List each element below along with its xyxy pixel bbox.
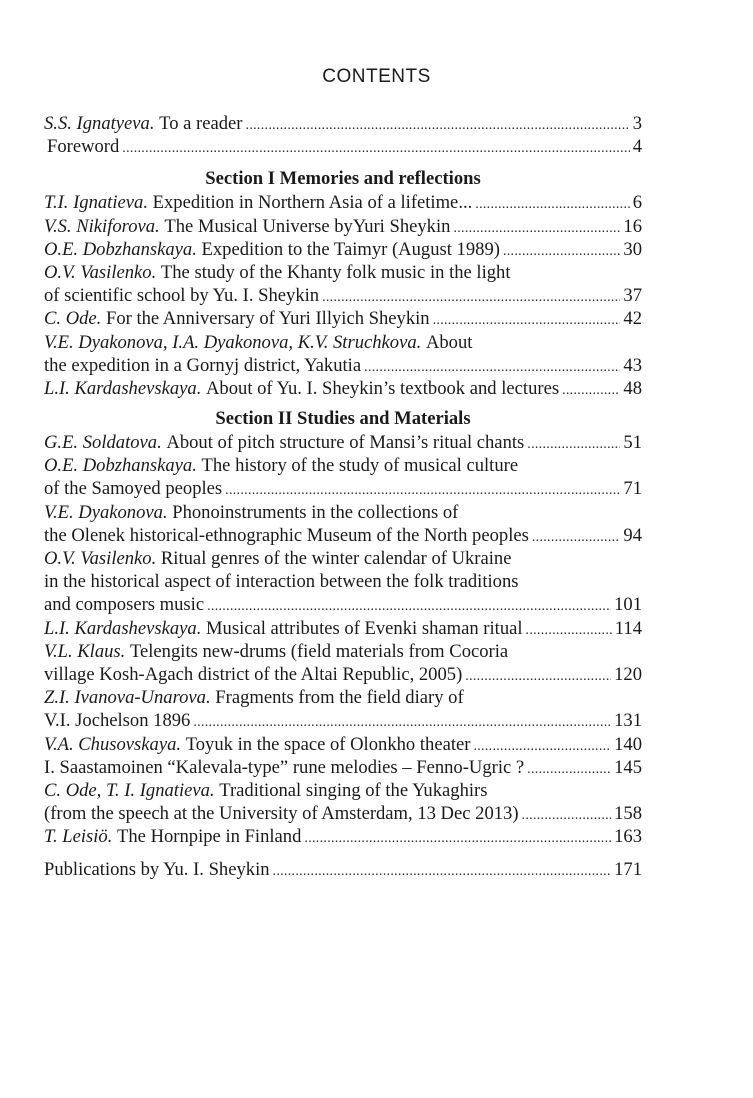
- entry-author: O.E. Dobzhanskaya.: [44, 455, 197, 477]
- toc-entry-line[interactable]: [44, 524, 642, 547]
- entry-title: About of pitch structure of Mansi’s ritual chants: [166, 432, 525, 454]
- entry-author: O.V. Vasilenko.: [44, 548, 157, 569]
- toc-entry-line[interactable]: [44, 307, 642, 330]
- entry-page-number: 4: [632, 136, 642, 158]
- entry-page-number: 51: [623, 432, 642, 454]
- entry-author: O.V. Vasilenko.: [44, 261, 157, 283]
- entry-page-number: 48: [623, 377, 642, 399]
- entry-title: To a reader: [159, 113, 243, 134]
- entry-title: For the Anniversary of Yuri Illyich Sheykin: [105, 308, 430, 330]
- toc-entry-line[interactable]: [44, 663, 642, 686]
- toc-entry-line[interactable]: [44, 709, 642, 732]
- entry-author: Z.I. Ivanova-Unarova.: [44, 687, 211, 709]
- entry-title: (from the speech at the University of Amsterdam, 13 Dec 2013): [44, 803, 519, 825]
- entry-title: Phonoinstruments in the collections of: [172, 501, 459, 523]
- toc-entry-line[interactable]: [44, 779, 642, 802]
- dot-leader: [304, 825, 611, 850]
- toc-entry-line[interactable]: [44, 331, 642, 354]
- toc-entry-line[interactable]: [44, 477, 642, 500]
- entry-page-number: 101: [614, 594, 642, 616]
- entry-title: of scientific school by Yu. I. Sheykin: [44, 285, 320, 307]
- toc-entry-line[interactable]: [44, 261, 642, 284]
- entry-title: I. Saastamoinen “Kalevala-type” rune melodies – Fenno-Ugric ?: [44, 756, 525, 778]
- toc-entry-line[interactable]: [44, 756, 642, 779]
- dot-leader: [532, 524, 621, 549]
- entry-author: G.E. Soldatova.: [44, 432, 162, 454]
- dot-leader: [526, 617, 612, 642]
- entry-title: Publications by Yu. I. Sheykin: [44, 859, 270, 881]
- entry-title: Toyuk in the space of Olonkho theater: [185, 733, 471, 755]
- entry-title: Expedition to the Taimyr (August 1989): [201, 238, 500, 260]
- entry-page-number: 145: [614, 756, 642, 778]
- dot-leader: [465, 663, 611, 688]
- entry-page-number: 30: [623, 238, 642, 260]
- entry-title: V.I. Jochelson 1896: [44, 710, 191, 732]
- dot-leader: [122, 135, 629, 160]
- entry-author: V.S. Nikiforova.: [44, 215, 160, 237]
- entry-author: T.I. Ignatieva.: [44, 192, 148, 214]
- entry-title: Fragments from the field diary of: [215, 687, 464, 709]
- entry-author: T. Leisiö.: [44, 826, 113, 848]
- toc-entry-line[interactable]: [44, 354, 642, 377]
- section-heading: Section II Studies and Materials: [215, 408, 471, 430]
- toc-entry-line[interactable]: [44, 547, 642, 570]
- entry-title: in the historical aspect of interaction between the folk traditions: [44, 571, 519, 593]
- entry-page-number: 16: [623, 215, 642, 237]
- toc-entry-line[interactable]: [44, 112, 642, 135]
- toc-entry-line[interactable]: [44, 617, 642, 640]
- entry-author: S.S. Ignatyeva.: [44, 113, 155, 134]
- dot-leader: [364, 354, 620, 379]
- entry-author: V.E. Dyakonova, I.A. Dyakonova, K.V. Struchkova.: [44, 331, 422, 353]
- toc-entry-line[interactable]: [44, 215, 642, 238]
- entry-title: The study of the Khanty folk music in the light: [160, 261, 511, 283]
- dot-leader: [527, 431, 620, 456]
- entry-title: Foreword: [47, 136, 120, 158]
- toc-entry-line[interactable]: [44, 686, 642, 709]
- toc-entry-line[interactable]: [44, 640, 642, 663]
- entry-author: L.I. Kardashevskaya.: [44, 377, 202, 399]
- entry-title: Traditional singing of the Yukaghirs: [219, 779, 488, 801]
- dot-leader: [453, 215, 620, 240]
- dot-leader: [527, 756, 611, 781]
- entry-page-number: 158: [614, 803, 642, 825]
- dot-leader: [475, 191, 629, 216]
- entry-author: L.I. Kardashevskaya.: [44, 617, 202, 639]
- entry-page-number: 37: [623, 285, 642, 307]
- entry-page-number: 171: [614, 859, 642, 881]
- entry-page-number: 43: [623, 354, 642, 376]
- entry-page-number: 131: [614, 710, 642, 732]
- toc-entry-line[interactable]: [44, 377, 642, 400]
- toc-entry-line[interactable]: [44, 454, 642, 477]
- toc-entry-line[interactable]: [44, 238, 642, 261]
- entry-title: About: [425, 331, 473, 353]
- entry-title: village Kosh-Agach district of the Altai Republic, 2005): [44, 663, 463, 685]
- toc-entry-line[interactable]: [44, 135, 642, 158]
- toc-entry-line[interactable]: [44, 431, 642, 454]
- entry-author: C. Ode.: [44, 308, 102, 330]
- dot-leader: [273, 858, 612, 883]
- entry-page-number: 120: [614, 663, 642, 685]
- entry-title: the Olenek historical-ethnographic Museum of the North peoples: [44, 524, 529, 546]
- entry-page-number: 71: [623, 478, 642, 500]
- entry-title: Ritual genres of the winter calendar of Ukraine: [160, 548, 512, 569]
- toc-entry-line[interactable]: [44, 593, 642, 616]
- entry-page-number: 94: [623, 524, 642, 546]
- entry-title: Expedition in Northern Asia of a lifetime...: [152, 192, 473, 214]
- toc-entry-line[interactable]: [44, 858, 642, 881]
- entry-author: C. Ode, T. I. Ignatieva.: [44, 779, 215, 801]
- dot-leader: [522, 802, 612, 827]
- dot-leader: [562, 377, 620, 402]
- entry-page-number: 140: [614, 733, 642, 755]
- page-title: CONTENTS: [322, 66, 431, 87]
- entry-page-number: 3: [632, 113, 642, 134]
- dot-leader: [473, 733, 611, 758]
- toc-entry-line[interactable]: [44, 802, 642, 825]
- entry-title: Telengits new-drums (field materials from Cocoria: [129, 640, 509, 662]
- entry-title: About of Yu. I. Sheykin’s textbook and lectures: [206, 377, 560, 399]
- entry-author: V.E. Dyakonova.: [44, 501, 168, 523]
- dot-leader: [193, 709, 611, 734]
- toc-entry-line[interactable]: [44, 570, 642, 593]
- entry-title: of the Samoyed peoples: [44, 478, 223, 500]
- dot-leader: [433, 307, 621, 332]
- entry-page-number: 6: [632, 192, 642, 214]
- dot-leader: [225, 477, 620, 502]
- entry-title: The Musical Universe byYuri Sheykin: [164, 215, 451, 237]
- toc-entry-line[interactable]: [44, 284, 642, 307]
- entry-title: and composers music: [44, 594, 205, 616]
- toc-entry-line[interactable]: [44, 733, 642, 756]
- section-heading: Section I Memories and reflections: [205, 168, 481, 190]
- dot-leader: [207, 593, 611, 618]
- toc-entry-line[interactable]: [44, 825, 642, 848]
- toc-entry-line[interactable]: [44, 191, 642, 214]
- entry-author: V.L. Klaus.: [44, 640, 126, 662]
- entry-title: Musical attributes of Evenki shaman ritual: [206, 617, 523, 639]
- entry-page-number: 163: [614, 826, 642, 848]
- dot-leader: [322, 284, 620, 309]
- entry-author: V.A. Chusovskaya.: [44, 733, 182, 755]
- entry-page-number: 42: [623, 308, 642, 330]
- entry-title: the expedition in a Gornyj district, Yakutia: [44, 354, 362, 376]
- table-of-contents: [44, 112, 642, 882]
- dot-leader: [246, 112, 630, 137]
- entry-author: O.E. Dobzhanskaya.: [44, 238, 197, 260]
- entry-title: The history of the study of musical culture: [201, 455, 519, 477]
- entry-page-number: 114: [614, 617, 642, 639]
- entry-title: The Hornpipe in Finland: [117, 826, 302, 848]
- toc-entry-line[interactable]: [44, 501, 642, 524]
- dot-leader: [503, 238, 620, 263]
